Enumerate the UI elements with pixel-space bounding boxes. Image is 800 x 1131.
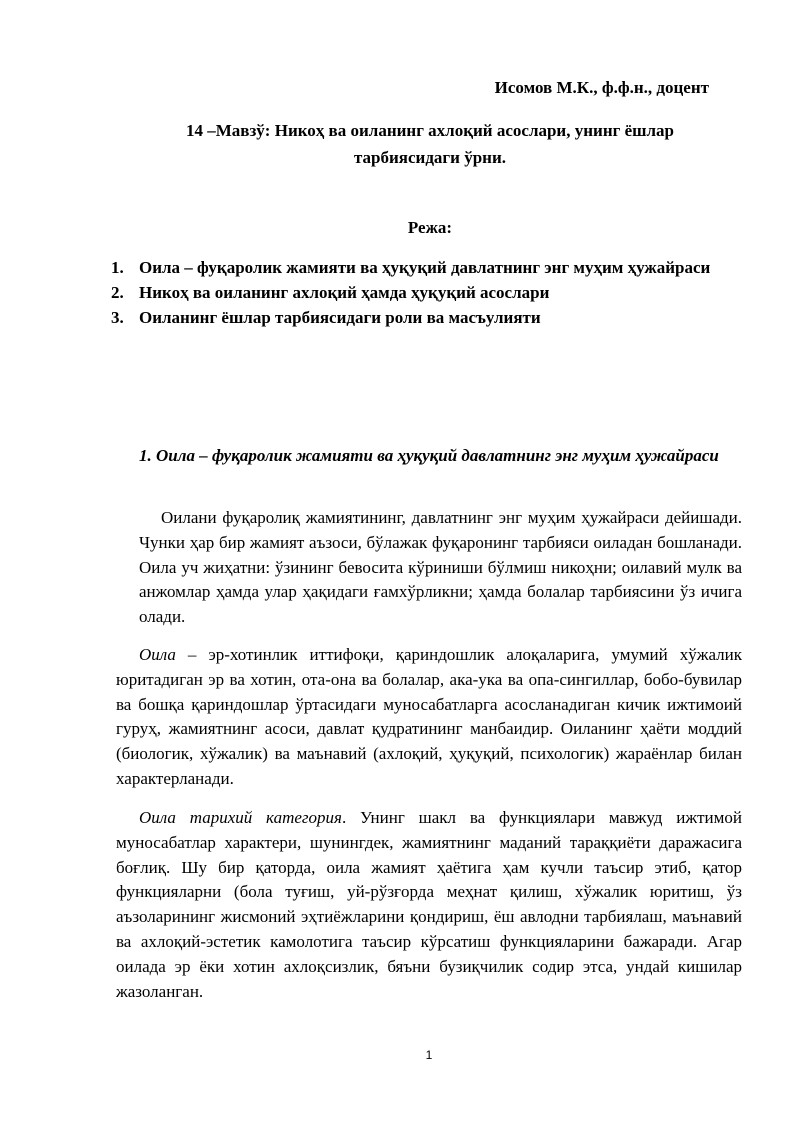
- plan-item: [111, 280, 721, 305]
- plan-item: [111, 305, 721, 330]
- plan-heading: Режа:: [407, 218, 453, 237]
- plan-list: [111, 255, 721, 330]
- paragraph-2-text: – эр-хотинлик иттифоқи, қариндошлик алоқаларига, умумий хўжалик юритадиган эр ва хотин, ота-она ва болалар, ака-ука ва опа-сингиллар, бобо-бувилар ва бошқа қариндошлар ўртасидаги муносабатларга асосланадиган кичик ижтимоий гуруҳ, жамиятнинг асоси, давлат қудратининг манбаидир. Оиланинг ҳаёти моддий (биологик, хўжалик) ва маънавий (ахлоқий, ҳуқуқий, психологик) жараёнлар билан характерланади.: [116, 645, 742, 788]
- paragraph-3: [116, 806, 742, 1004]
- author-line: Исомов М.К., ф.ф.н., доцент: [494, 78, 709, 97]
- plan-item-text: Оила – фуқаролик жамияти ва ҳуқуқий давлатнинг энг муҳим ҳужайраси: [139, 258, 711, 277]
- plan-item-number: 1.: [111, 258, 124, 277]
- paragraph-2: [116, 643, 742, 792]
- page-title: 14 –Мавзў: Никоҳ ва оиланинг ахлоқий асослари, унинг ёшлар тарбиясидаги ўрни.: [186, 121, 674, 167]
- page-number: 1: [425, 1048, 433, 1062]
- plan-item: [111, 255, 721, 280]
- plan-item-text: Оиланинг ёшлар тарбиясидаги роли ва масъулияти: [139, 308, 541, 327]
- paragraph-1: Оилани фуқаролиқ жамиятининг, давлатнинг энг муҳим ҳужайраси дейишади. Чунки ҳар бир жамият аъзоси, бўлажак фуқаронинг тарбияси оиладан бошланади. Оила уч жиҳатни: ўзининг бевосита кўриниши бўлмиш никоҳни; оилавий мулк ва анжомлар ҳамда улар ҳақидаги ғамхўрликни; ҳамда болалар тарбиясини ўз ичига олади.: [139, 508, 742, 627]
- plan-item-text: Никоҳ ва оиланинг ахлоқий ҳамда ҳуқуқий асослари: [139, 283, 550, 302]
- section-heading: 1. Оила – фуқаролик жамияти ва ҳуқуқий давлатнинг энг муҳим ҳужайраси: [139, 446, 719, 465]
- plan-item-number: 3.: [111, 308, 124, 327]
- plan-item-number: 2.: [111, 283, 124, 302]
- paragraph-3-lead: Оила тарихий категория: [139, 808, 342, 827]
- paragraph-3-text: . Унинг шакл ва функциялари мавжуд ижтимой муносабатлар характери, шунингдек, жамиятнинг маданий тараққиёти даражасига боғлиқ. Шу бир қаторда, оила жамият ҳаётига ҳам кучли таъсир этиб, қатор функцияларни (бола туғиш, уй-рўзғорда меҳнат қилиш, хўжалик юритиш, ўз аъзоларининг жисмоний эҳтиёжларини қондириш, ёш авлодни тарбиялаш, маънавий ва ахлоқий-эстетик камолотига таъсир кўрсатиш функцияларини бажаради. Агар оилада эр ёки хотин ахлоқсизлик, бяъни бузиқчилик содир этса, ундай кишилар жазоланган.: [116, 808, 742, 1001]
- paragraph-2-lead: Оила: [139, 645, 176, 664]
